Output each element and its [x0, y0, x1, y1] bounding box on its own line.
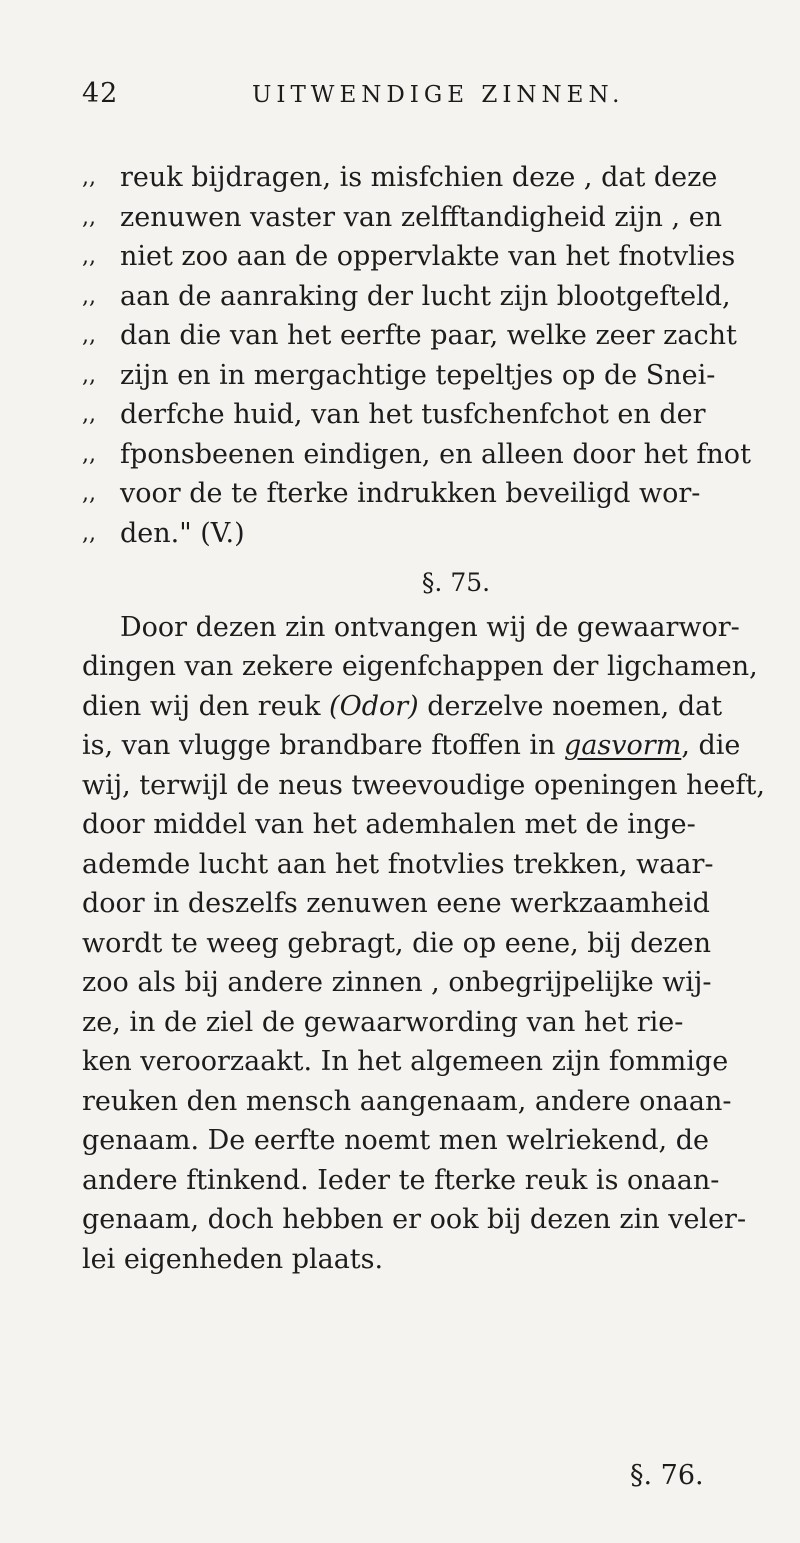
quote-mark: ,, [82, 481, 96, 506]
running-title: UITWENDIGE ZINNEN. [252, 82, 625, 108]
quote-line [82, 277, 780, 317]
quote-line-text: aan de aanraking der lucht zijn blootgefteld, [120, 280, 731, 312]
text-run: , die [681, 730, 741, 761]
paragraph-line: genaam. De eerfte noemt men welriekend, de [82, 1125, 709, 1156]
quote-line [82, 474, 780, 514]
quote-line [82, 237, 780, 277]
quote-line [82, 356, 780, 396]
quote-line [82, 435, 780, 475]
page-number: 42 [82, 78, 119, 109]
quote-mark: ,, [82, 244, 96, 269]
quote-line-text: den." (V.) [120, 517, 245, 549]
quote-mark: ,, [82, 362, 96, 388]
paragraph-line: Door dezen zin ontvangen wij de gewaarwor- [120, 611, 740, 643]
quote-line-text: zenuwen vaster van zelfftandigheid zijn , en [120, 201, 723, 233]
quote-mark: ,, [82, 520, 96, 546]
page-header [82, 78, 718, 118]
quote-line-text: niet zoo aan de oppervlakte van het fnotvlies [120, 241, 736, 272]
quote-mark: ,, [82, 323, 96, 348]
paragraph-line [82, 726, 780, 766]
quote-mark: ,, [82, 165, 96, 190]
quote-line [82, 316, 780, 356]
paragraph-line: wij, terwijl de neus tweevoudige openingen heeft, [82, 769, 765, 801]
paragraph-line: ademde lucht aan het fnotvlies trekken, waar- [82, 848, 714, 880]
paragraph-line [82, 687, 780, 727]
catchword: §. 76. [630, 1460, 704, 1491]
quote-mark: ,, [82, 402, 96, 427]
text-run: derzelve noemen, dat [418, 690, 723, 722]
quote-line-text: voor de te fterke indrukken beveiligd wor- [120, 478, 701, 509]
text-run: dien wij den reuk [82, 690, 330, 722]
paragraph-line: reuken den mensch aangenaam, andere onaan- [82, 1085, 732, 1117]
paragraph-line: door in deszelfs zenuwen eene werkzaamheid [82, 888, 710, 919]
paragraph-line: zoo als bij andere zinnen , onbegrijpelijke wij- [82, 967, 712, 998]
text-block [82, 158, 780, 1279]
quote-line-text: fponsbeenen eindigen, en alleen door het fnot [120, 438, 751, 470]
emphasized-term: gasvorm [564, 730, 682, 761]
paragraph-line: dingen van zekere eigenfchappen der ligchamen, [82, 651, 758, 682]
quote-line [82, 158, 780, 198]
section-heading: §. 75. [421, 568, 491, 597]
paragraph-line: ze, in de ziel de gewaarwording van het rie- [82, 1006, 684, 1038]
latin-term: (Odor) [329, 690, 419, 722]
quote-mark: ,, [82, 204, 96, 230]
paragraph-line: lei eigenheden plaats. [82, 1243, 384, 1275]
paragraph-line: door middel van het ademhalen met de inge- [82, 809, 696, 840]
quote-line-text: zijn en in mergachtige tepeltjes op de Snei- [120, 359, 716, 391]
paragraph-line: ken veroorzaakt. In het algemeen zijn fommige [82, 1046, 729, 1077]
paragraph-line: wordt te weeg gebragt, die op eene, bij dezen [82, 927, 712, 959]
quote-line-text: reuk bijdragen, is misfchien deze , dat deze [120, 162, 718, 193]
quote-line [82, 395, 780, 435]
paragraph-line: andere ftinkend. Ieder te fterke reuk is onaan- [82, 1164, 720, 1196]
quote-mark: ,, [82, 441, 96, 467]
quote-line-text: dan die van het eerfte paar, welke zeer zacht [120, 320, 737, 351]
paragraph-line: genaam, doch hebben er ook bij dezen zin veler- [82, 1204, 747, 1235]
quote-line-text: derfche huid, van het tusfchenfchot en der [120, 399, 706, 430]
quote-line [82, 514, 780, 554]
quote-mark: ,, [82, 283, 96, 309]
quote-line [82, 198, 780, 238]
text-run: is, van vlugge brandbare ftoffen in [82, 730, 565, 761]
